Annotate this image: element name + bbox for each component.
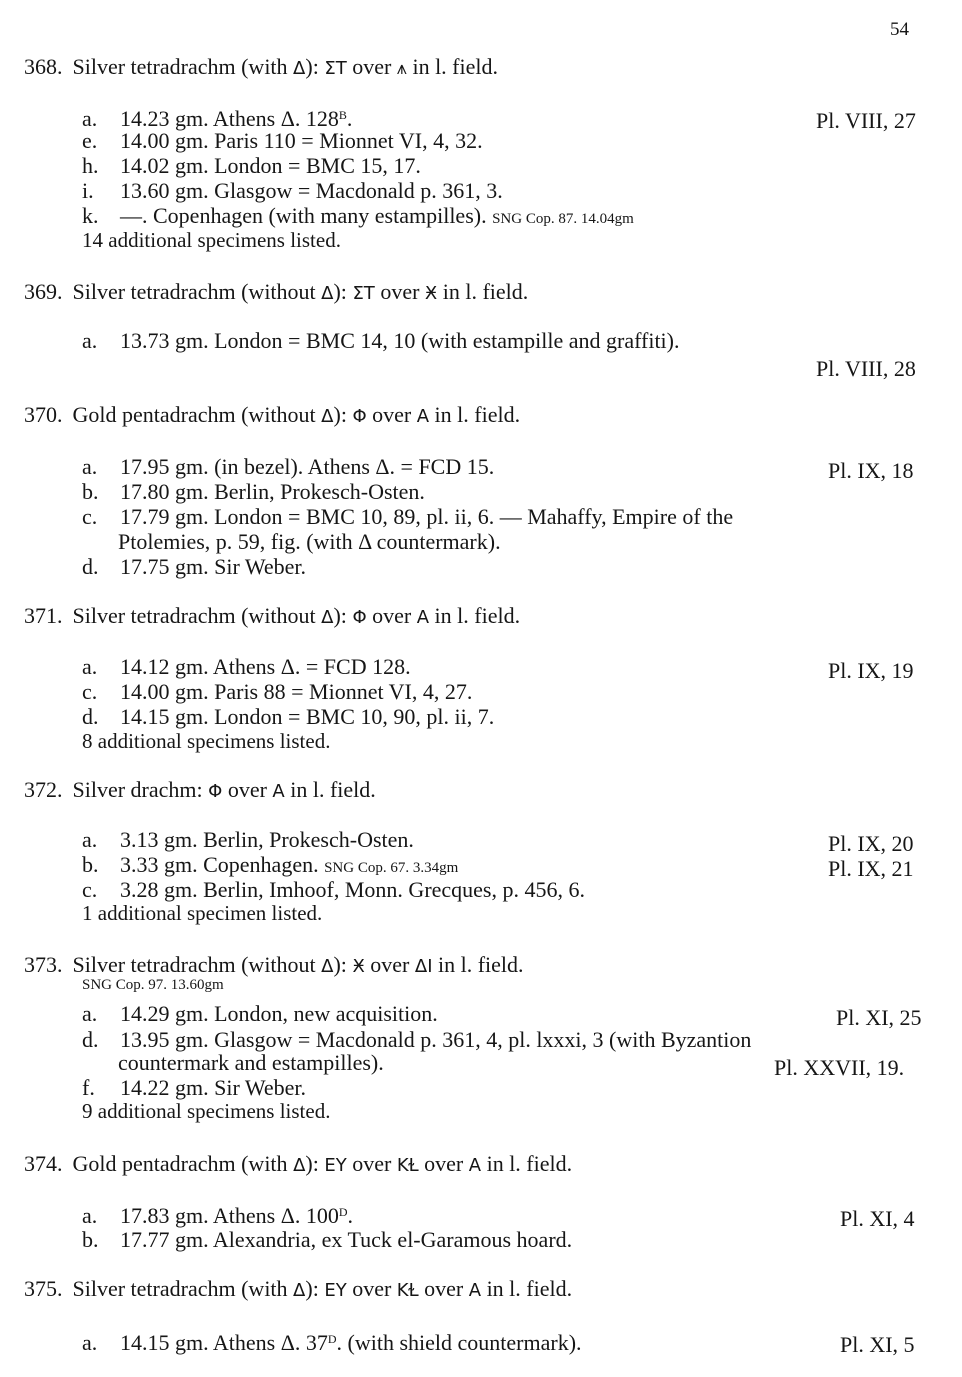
entry-heading — [24, 603, 520, 630]
specimen-label: a. — [82, 454, 98, 479]
specimen-label: c. — [82, 877, 98, 902]
specimen-label: a. — [82, 1001, 98, 1026]
specimen-line — [82, 479, 425, 504]
monogram: A — [416, 406, 430, 427]
heading-over: over — [227, 777, 267, 802]
specimen-text: 14.23 gm. Athens Δ. 128 — [120, 106, 339, 131]
specimen-line — [82, 1200, 353, 1228]
specimen-label: d. — [82, 554, 99, 579]
specimen-text: 14.22 gm. Sir Weber. — [120, 1075, 307, 1100]
delta-glyph: Δ — [321, 956, 334, 977]
specimen-line — [82, 454, 494, 479]
entry-number: 368. — [24, 54, 63, 79]
specimen-line — [82, 1327, 582, 1355]
specimen-line — [82, 128, 483, 153]
specimen-label: a. — [82, 106, 98, 131]
monogram: K — [396, 1280, 409, 1301]
monogram: A — [272, 781, 285, 802]
specimen-text: 14.02 gm. London = BMC 15, 17. — [120, 153, 421, 178]
entry-heading — [24, 777, 376, 804]
specimen-after: . — [347, 1203, 354, 1228]
specimen-text: 14.00 gm. Paris 110 = Mionnet VI, 4, 32. — [120, 128, 483, 153]
heading-over: over — [352, 1276, 392, 1301]
specimen-continuation: countermark and estampilles). — [118, 1050, 384, 1075]
plate-reference: Pl. VIII, 28 — [816, 356, 916, 381]
specimen-continuation: Ptolemies, p. 59, fig. (with Δ countermark). — [118, 529, 501, 554]
plate-reference: Pl. IX, 18 — [828, 458, 914, 483]
specimen-line — [82, 1001, 438, 1026]
specimen-line — [82, 704, 494, 729]
specimen-line — [82, 1027, 751, 1052]
specimen-text: 14.15 gm. Athens Δ. 37 — [120, 1330, 328, 1355]
entry-heading — [24, 279, 528, 306]
specimen-text: 13.95 gm. Glasgow = Macdonald p. 361, 4, pl. lxxxi, 3 (with Byzantion — [120, 1027, 752, 1052]
heading-field: in l. field. — [412, 54, 498, 79]
delta-glyph: Δ — [293, 1280, 306, 1301]
entry-heading — [24, 1276, 572, 1303]
heading-over: over — [380, 279, 420, 304]
heading-field: in l. field. — [486, 1151, 573, 1176]
delta-glyph: Δ — [321, 607, 334, 628]
specimen-text: 14.15 gm. London = BMC 10, 90, pl. ii, 7. — [120, 704, 495, 729]
heading-colon: ): — [305, 1276, 319, 1301]
entry-number: 374. — [24, 1151, 63, 1176]
specimen-after: . (with shield countermark). — [336, 1330, 582, 1355]
specimen-text: 17.79 gm. London = BMC 10, 89, pl. ii, 6. — Mahaffy, Empire of the — [120, 504, 734, 529]
specimen-label: b. — [82, 479, 99, 504]
specimen-text: 14.12 gm. Athens Δ. = FCD 128. — [120, 654, 411, 679]
specimen-label: b. — [82, 1227, 99, 1252]
monogram-icon: Ɫ — [408, 1155, 419, 1176]
entry-number: 370. — [24, 402, 63, 427]
specimen-text: 13.60 gm. Glasgow = Macdonald p. 361, 3. — [120, 178, 503, 203]
specimen-text: 14.29 gm. London, new acquisition. — [120, 1001, 438, 1026]
additional-specimens: 8 additional specimens listed. — [82, 729, 331, 753]
plate-reference: Pl. IX, 19 — [828, 658, 914, 683]
monogram: Φ — [352, 607, 367, 628]
heading-field: in l. field. — [438, 952, 524, 977]
specimen-line — [82, 504, 733, 529]
monogram: ΔΙ — [414, 956, 433, 977]
entry-heading — [24, 402, 520, 429]
heading-text: Silver tetradrachm (with — [72, 1276, 294, 1301]
specimen-line — [82, 328, 680, 353]
specimen-text: —. Copenhagen (with many estampilles). — [120, 203, 487, 228]
specimen-text: 3.33 gm. Copenhagen. — [120, 852, 319, 877]
entry-number: 371. — [24, 603, 63, 628]
specimen-line — [82, 103, 352, 131]
entry-number: 375. — [24, 1276, 63, 1301]
specimen-label: d. — [82, 704, 99, 729]
specimen-text: 17.80 gm. Berlin, Prokesch-Osten. — [120, 479, 425, 504]
plate-reference: Pl. XI, 4 — [840, 1206, 915, 1231]
delta-glyph: Δ — [293, 1155, 306, 1176]
specimen-text: 13.73 gm. London = BMC 14, 10 (with estampille and graffiti). — [120, 328, 680, 353]
specimen-label: a. — [82, 328, 98, 353]
specimen-text: 3.28 gm. Berlin, Imhoof, Monn. Grecques, p. 456, 6. — [120, 877, 585, 902]
heading-over: over — [372, 603, 412, 628]
plate-reference: Pl. XXVII, 19. — [774, 1055, 905, 1080]
heading-text: Silver drachm: — [72, 777, 209, 802]
specimen-label: a. — [82, 1330, 98, 1355]
specimen-line — [82, 1075, 306, 1100]
specimen-label: f. — [82, 1075, 95, 1100]
monogram-icon: Ɫ — [408, 1280, 419, 1301]
specimen-label: c. — [82, 679, 98, 704]
heading-text: Silver tetradrachm (without — [72, 279, 322, 304]
specimen-text: 17.75 gm. Sir Weber. — [120, 554, 307, 579]
specimen-text: 3.13 gm. Berlin, Prokesch-Osten. — [120, 827, 414, 852]
specimen-label: c. — [82, 504, 98, 529]
monogram-icon: Ӿ — [424, 283, 438, 304]
sng-note: SNG Cop. 97. 13.60gm — [82, 977, 224, 993]
delta-glyph: Δ — [321, 283, 334, 304]
heading-text: Silver tetradrachm (without — [72, 603, 322, 628]
specimen-line — [82, 554, 306, 579]
specimen-sup: B — [338, 108, 347, 122]
heading-colon: ): — [305, 1151, 319, 1176]
heading-text: Silver tetradrachm (without — [72, 952, 322, 977]
plate-reference: Pl. IX, 21 — [828, 856, 914, 881]
specimen-line — [82, 153, 421, 178]
specimen-line — [82, 679, 472, 704]
heading-field: in l. field. — [434, 402, 521, 427]
additional-specimens: 9 additional specimens listed. — [82, 1099, 331, 1123]
monogram: A — [468, 1155, 482, 1176]
monogram: Φ — [208, 781, 223, 802]
entry-number: 373. — [24, 952, 63, 977]
specimen-label: a. — [82, 1203, 98, 1228]
monogram: EY — [324, 1155, 347, 1176]
heading-colon: ): — [333, 603, 347, 628]
heading-field: in l. field. — [486, 1276, 573, 1301]
specimen-line — [82, 1227, 572, 1252]
specimen-line — [82, 827, 414, 852]
specimen-sup: D — [338, 1205, 348, 1219]
entry-number: 372. — [24, 777, 63, 802]
heading-field: in l. field. — [290, 777, 376, 802]
sng-note: SNG Cop. 87. 14.04gm — [492, 211, 634, 227]
monogram: A — [468, 1280, 482, 1301]
monogram: A — [416, 607, 430, 628]
heading-colon: ): — [333, 279, 347, 304]
monogram: ΣΤ — [324, 58, 347, 79]
specimen-after: . — [346, 106, 353, 131]
monogram: ΣΤ — [352, 283, 375, 304]
specimen-label: a. — [82, 827, 98, 852]
heading-over: over — [424, 1276, 464, 1301]
monogram: K — [396, 1155, 409, 1176]
additional-specimens: 1 additional specimen listed. — [82, 901, 323, 925]
heading-over: over — [352, 54, 392, 79]
entry-number: 369. — [24, 279, 63, 304]
specimen-text: 17.83 gm. Athens Δ. 100 — [120, 1203, 339, 1228]
specimen-label: h. — [82, 153, 99, 178]
entry-heading — [24, 1151, 572, 1178]
heading-colon: ): — [305, 54, 319, 79]
heading-field: in l. field. — [434, 603, 521, 628]
heading-text: Silver tetradrachm (with — [72, 54, 294, 79]
heading-over: over — [370, 952, 410, 977]
specimen-label: i. — [82, 178, 94, 203]
heading-field: in l. field. — [442, 279, 529, 304]
heading-over: over — [424, 1151, 464, 1176]
heading-colon: ): — [333, 952, 347, 977]
specimen-text: 14.00 gm. Paris 88 = Mionnet VI, 4, 27. — [120, 679, 473, 704]
specimen-label: e. — [82, 128, 98, 153]
monogram-icon: ⩚ — [396, 58, 407, 79]
delta-glyph: Δ — [293, 58, 306, 79]
monogram: Φ — [352, 406, 367, 427]
monogram-icon: Ӿ — [352, 956, 365, 977]
plate-reference: Pl. VIII, 27 — [816, 108, 916, 133]
heading-text: Gold pentadrachm (with — [72, 1151, 294, 1176]
specimen-label: d. — [82, 1027, 99, 1052]
specimen-label: a. — [82, 654, 98, 679]
plate-reference: Pl. XI, 25 — [836, 1005, 922, 1030]
specimen-line — [82, 178, 503, 203]
entry-heading — [24, 54, 498, 81]
specimen-line — [82, 654, 411, 679]
specimen-label: k. — [82, 203, 99, 228]
page-number: 54 — [890, 19, 909, 40]
specimen-sup: D — [327, 1332, 337, 1346]
plate-reference: Pl. IX, 20 — [828, 831, 914, 856]
heading-over: over — [372, 402, 412, 427]
plate-reference: Pl. XI, 5 — [840, 1332, 915, 1357]
additional-specimens: 14 additional specimens listed. — [82, 228, 341, 252]
heading-text: Gold pentadrachm (without — [72, 402, 322, 427]
specimen-line — [82, 877, 585, 902]
heading-over: over — [352, 1151, 392, 1176]
monogram: EY — [324, 1280, 347, 1301]
specimen-label: b. — [82, 852, 99, 877]
sng-note: SNG Cop. 67. 3.34gm — [324, 860, 459, 876]
specimen-text: 17.77 gm. Alexandria, ex Tuck el-Garamous hoard. — [120, 1227, 573, 1252]
specimen-text: 17.95 gm. (in bezel). Athens Δ. = FCD 15. — [120, 454, 495, 479]
delta-glyph: Δ — [321, 406, 334, 427]
heading-colon: ): — [333, 402, 347, 427]
